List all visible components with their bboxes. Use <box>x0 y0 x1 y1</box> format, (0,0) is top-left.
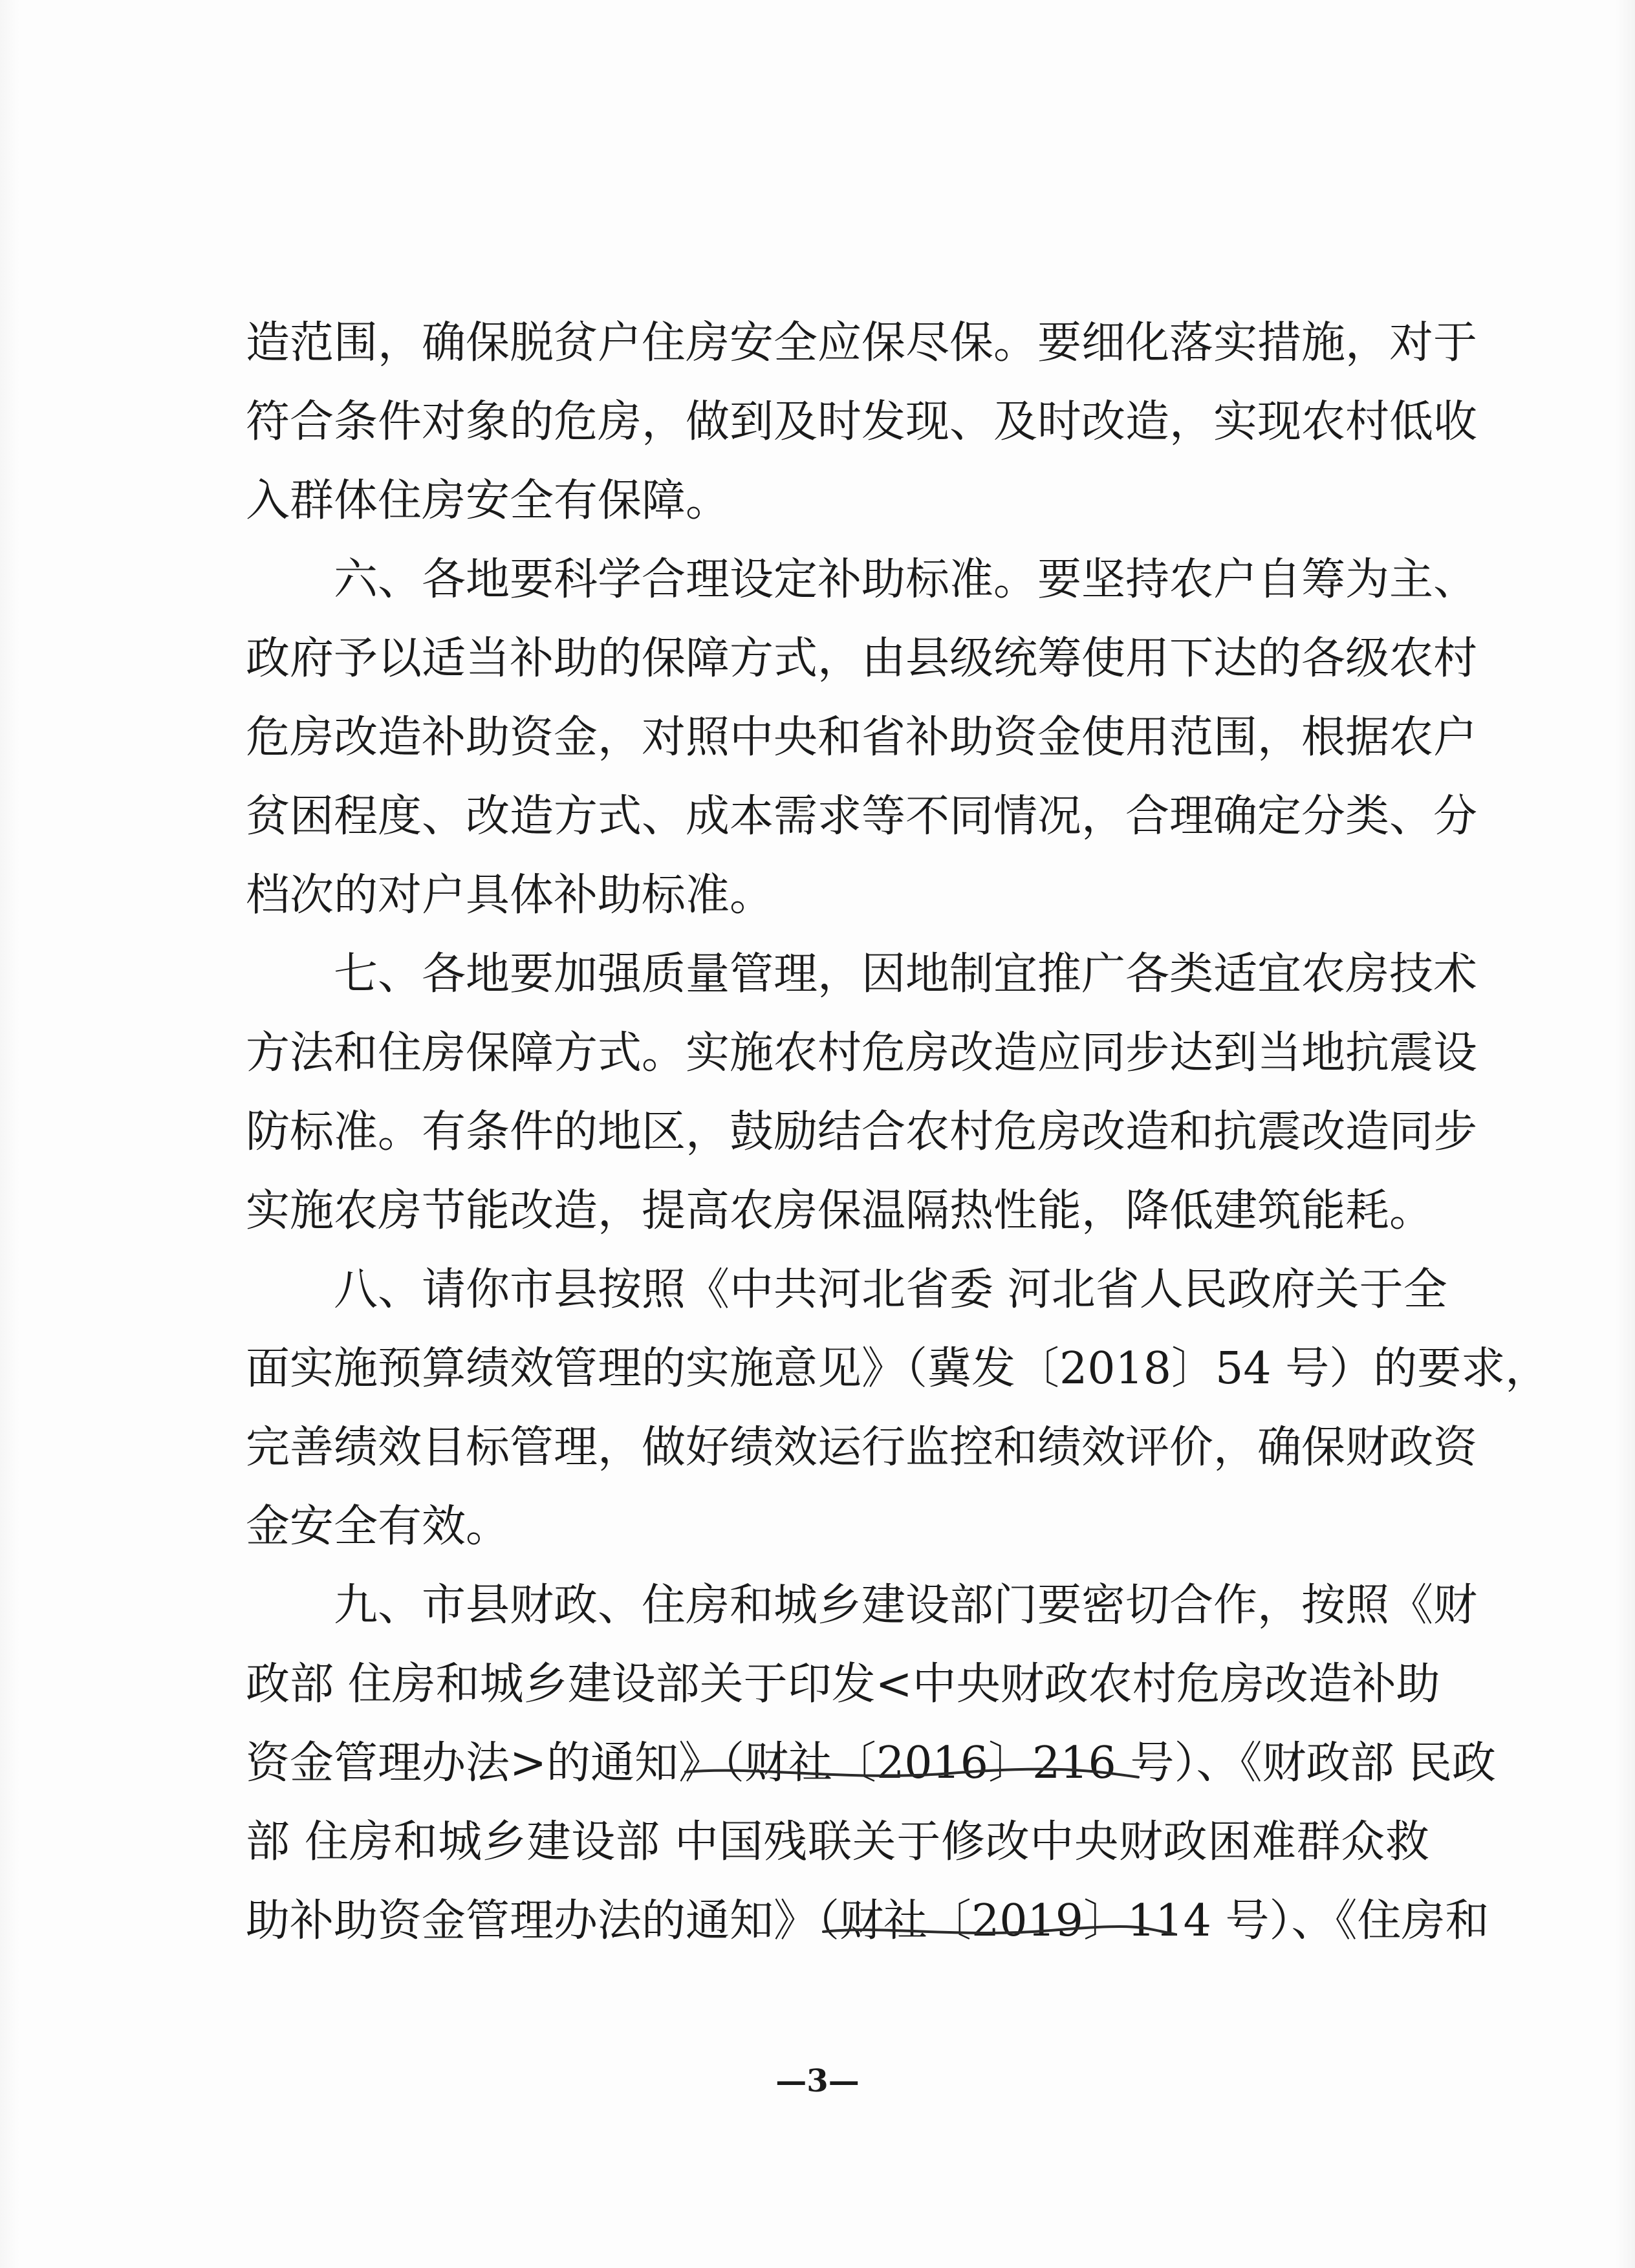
text-line: 造范围，确保脱贫户住房安全应保尽保。要细化落实措施，对于 <box>246 318 1478 369</box>
text-line: 政部 住房和城乡建设部关于印发<中央财政农村危房改造补助 <box>246 1659 1440 1710</box>
text-line: 入群体住房安全有保障。 <box>246 475 730 526</box>
text-line: 六、各地要科学合理设定补助标准。要坚持农户自筹为主、 <box>334 554 1478 605</box>
text-line: 九、市县财政、住房和城乡建设部门要密切合作，按照《财 <box>334 1580 1478 1631</box>
text-line: 金安全有效。 <box>246 1501 510 1552</box>
document-body <box>246 304 1550 1961</box>
text-line: 资金管理办法>的通知》（财社〔2016〕216 号）、《财政部 民政 <box>246 1738 1497 1789</box>
text-line: 防标准。有条件的地区，鼓励结合农村危房改造和抗震改造同步 <box>246 1107 1478 1158</box>
text-line: 贫困程度、改造方式、成本需求等不同情况，合理确定分类、分 <box>246 791 1478 842</box>
text-line: 八、请你市县按照《中共河北省委 河北省人民政府关于全 <box>334 1264 1447 1315</box>
page-number: —3— <box>775 2063 860 2099</box>
text-line: 方法和住房保障方式。实施农村危房改造应同步达到当地抗震设 <box>246 1028 1478 1079</box>
text-line: 档次的对户具体补助标准。 <box>246 870 774 921</box>
text-line: 七、各地要加强质量管理，因地制宜推广各类适宜农房技术 <box>334 949 1478 1000</box>
text-line: 面实施预算绩效管理的实施意见》（冀发〔2018〕54 号）的要求， <box>246 1343 1550 1394</box>
text-line: 助补助资金管理办法的通知》（财社〔2019〕114 号）、《住房和 <box>246 1895 1489 1947</box>
text-line: 符合条件对象的危房，做到及时发现、及时改造，实现农村低收 <box>246 396 1478 448</box>
text-line: 政府予以适当补助的保障方式，由县级统筹使用下达的各级农村 <box>246 633 1478 684</box>
text-line: 部 住房和城乡建设部 中国残联关于修改中央财政困难群众救 <box>246 1817 1429 1868</box>
text-line: 实施农房节能改造，提高农房保温隔热性能，降低建筑能耗。 <box>246 1185 1434 1237</box>
text-line: 危房改造补助资金，对照中央和省补助资金使用范围，根据农户 <box>246 712 1478 763</box>
text-line: 完善绩效目标管理，做好绩效运行监控和绩效评价，确保财政资 <box>246 1422 1478 1473</box>
